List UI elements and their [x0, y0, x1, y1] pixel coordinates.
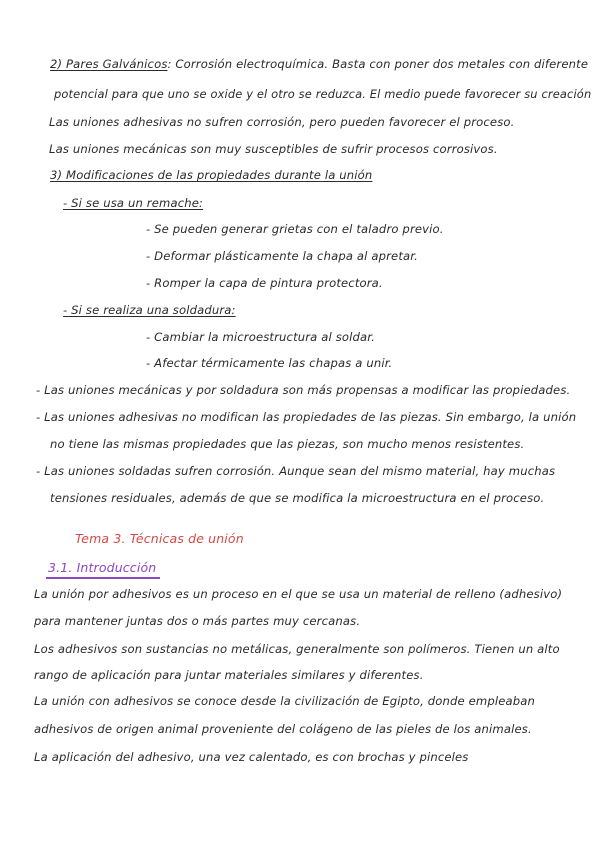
remache-subheading: - Si se usa un remache: — [63, 196, 204, 210]
note-line-17: tensiones residuales, además de que se modifica la microestructura en el proceso. — [50, 491, 545, 505]
note-line-8: - Deformar plásticamente la chapa al apretar. — [146, 249, 418, 263]
note-line-18: La unión por adhesivos es un proceso en el que se usa un material de relleno (adhesivo) — [34, 587, 563, 601]
note-line-14: - Las uniones adhesivas no modifican las propiedades de las piezas. Sin embargo, la unión — [36, 410, 577, 424]
section-underline — [46, 577, 160, 579]
tema-title: Tema 3. Técnicas de unión — [75, 531, 244, 546]
note-line-3: Las uniones adhesivas no sufren corrosión, pero pueden favorecer el proceso. — [49, 115, 515, 129]
note-line-24: La aplicación del adhesivo, una vez calentado, es con brochas y pinceles — [34, 750, 469, 764]
pares-galvanicos-heading: 2) Pares Galvánicos — [50, 57, 168, 71]
note-line-20: Los adhesivos son sustancias no metálicas, generalmente son polímeros. Tienen un alto — [34, 642, 560, 656]
note-line-23: adhesivos de origen animal proveniente del colágeno de las pieles de los animales. — [34, 722, 532, 736]
note-line-13: - Las uniones mecánicas y por soldadura son más propensas a modificar las propiedades. — [36, 383, 571, 397]
note-line-9: - Romper la capa de pintura protectora. — [146, 276, 383, 290]
note-line-2: potencial para que uno se oxide y el otro se reduzca. El medio puede favorecer su creación — [54, 87, 592, 101]
note-line-15: no tiene las mismas propiedades que las piezas, son mucho menos resistentes. — [50, 437, 525, 451]
note-line-11: - Cambiar la microestructura al soldar. — [146, 330, 375, 344]
note-text: : Corrosión electroquímica. Basta con poner dos metales con diferente — [167, 57, 589, 71]
note-line-12: - Afectar térmicamente las chapas a unir. — [146, 356, 393, 370]
note-line-7: - Se pueden generar grietas con el taladro previo. — [146, 222, 444, 236]
note-line-1 — [50, 57, 588, 71]
modificaciones-heading: 3) Modificaciones de las propiedades durante la unión — [50, 168, 373, 182]
note-line-22: La unión con adhesivos se conoce desde la civilización de Egipto, donde empleaban — [34, 694, 536, 708]
section-title: 3.1. Introducción — [48, 560, 157, 575]
note-line-21: rango de aplicación para juntar materiales similares y diferentes. — [34, 668, 424, 682]
note-line-4: Las uniones mecánicas son muy susceptibles de sufrir procesos corrosivos. — [49, 142, 498, 156]
note-line-19: para mantener juntas dos o más partes muy cercanas. — [34, 614, 361, 628]
soldadura-subheading: - Si se realiza una soldadura: — [63, 303, 236, 317]
note-line-16: - Las uniones soldadas sufren corrosión. Aunque sean del mismo material, hay muchas — [36, 464, 556, 478]
